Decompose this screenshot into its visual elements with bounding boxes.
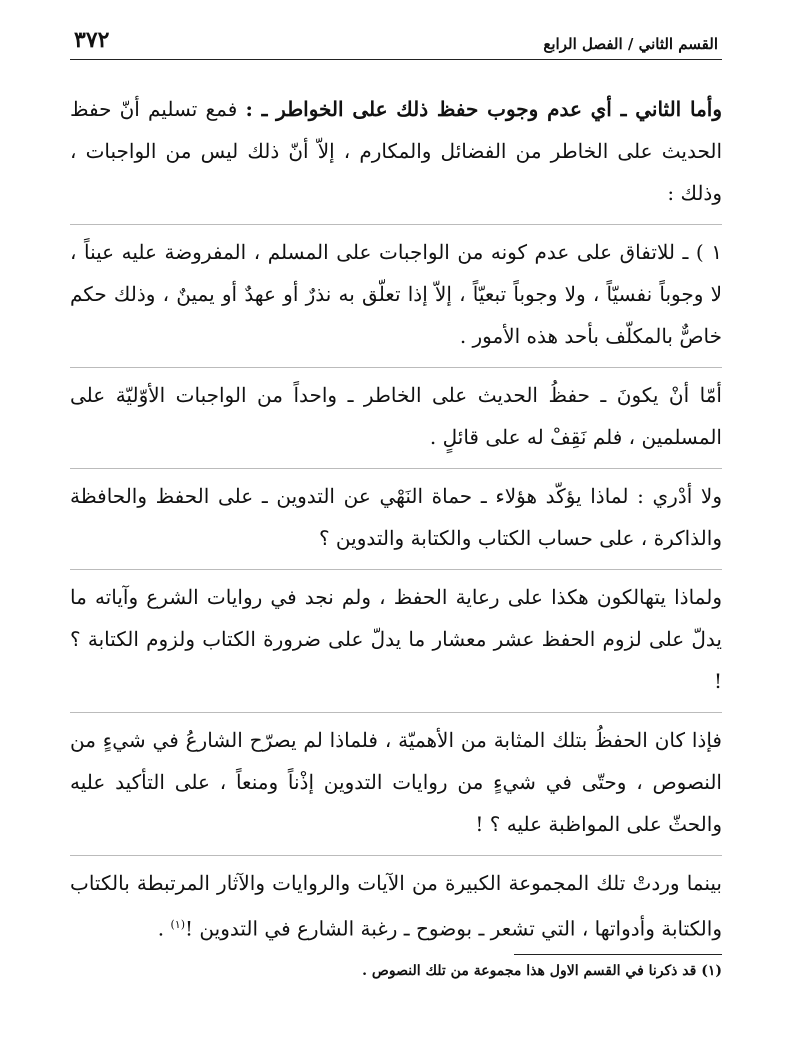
paragraph-1 [70,88,722,224]
paragraph-2: ١ ) ـ للاتفاق على عدم كونه من الواجبات على المسلم ، المفروضة عليه عيناً ، لا وجوباً نفسيّاً ، ولا وجوباً تبعيّاً ، إلاّ إذا تعلّق به نذرٌ أو عهدٌ أو يمينٌ ، وذلك حكم خاصٌّ بالمكلّف بأحد هذه الأمور . [70,224,722,367]
running-title: القسم الثاني / الفصل الرابع [543,35,718,53]
paragraph-4: ولا أدْري : لماذا يؤكّد هؤلاء ـ حماة النَهْي عن التدوين ـ على الحفظ والحافظة والذاكرة ، على حساب الكتاب والكتابة والتدوين ؟ [70,468,722,569]
paragraph-3: أمّا أنْ يكونَ ـ حفظُ الحديث على الخاطر ـ واحداً من الواجبات الأوّليّة على المسلمين ، فلم نَقِفْ له على قائلٍ . [70,367,722,468]
running-header [70,26,722,60]
footnote-reference[interactable]: (١) [170,918,186,931]
paragraph-7 [70,855,722,960]
page-number: ٣٧٢ [74,27,110,53]
paragraph-1-text: فمع تسليم أنّ حفظ الحديث على الخاطر من الفضائل والمكارم ، إلاّ أنّ ذلك ليس من الواجبات ، وذلك : [70,97,722,205]
footnote-divider [514,954,722,955]
paragraph-7-end: . [157,916,171,941]
book-page [70,26,722,979]
paragraph-6: فإذا كان الحفظُ بتلك المثابة من الأهميّة ، فلماذا لم يصرّح الشارعُ في شيءٍ من النصوص ، وحتّى في شيءٍ من روايات التدوين إذْناً ومنعاً ، على التأكيد عليه والحثّ على المواظبة عليه ؟ ! [70,712,722,855]
body-text [70,88,722,960]
paragraph-7-text: بينما وردتْ تلك المجموعة الكبيرة من الآيات والروايات والآثار المرتبطة بالكتاب والكتابة وأدواتها ، التي تشعر ـ بوضوح ـ رغبة الشارع في التدوين ! [70,871,722,941]
paragraph-1-heading: وأما الثاني ـ أي عدم وجوب حفظ ذلك على الخواطر ـ : [245,97,722,121]
paragraph-5: ولماذا يتهالكون هكذا على رعاية الحفظ ، ولم نجد في روايات الشرع وآياته ما يدلّ على لزوم الحفظ عشر معشار ما يدلّ على ضرورة الكتاب ولزوم الكتابة ؟ ! [70,569,722,712]
footnote-1: (١) قد ذكرنا في القسم الاول هذا مجموعة من تلك النصوص . [362,963,722,979]
